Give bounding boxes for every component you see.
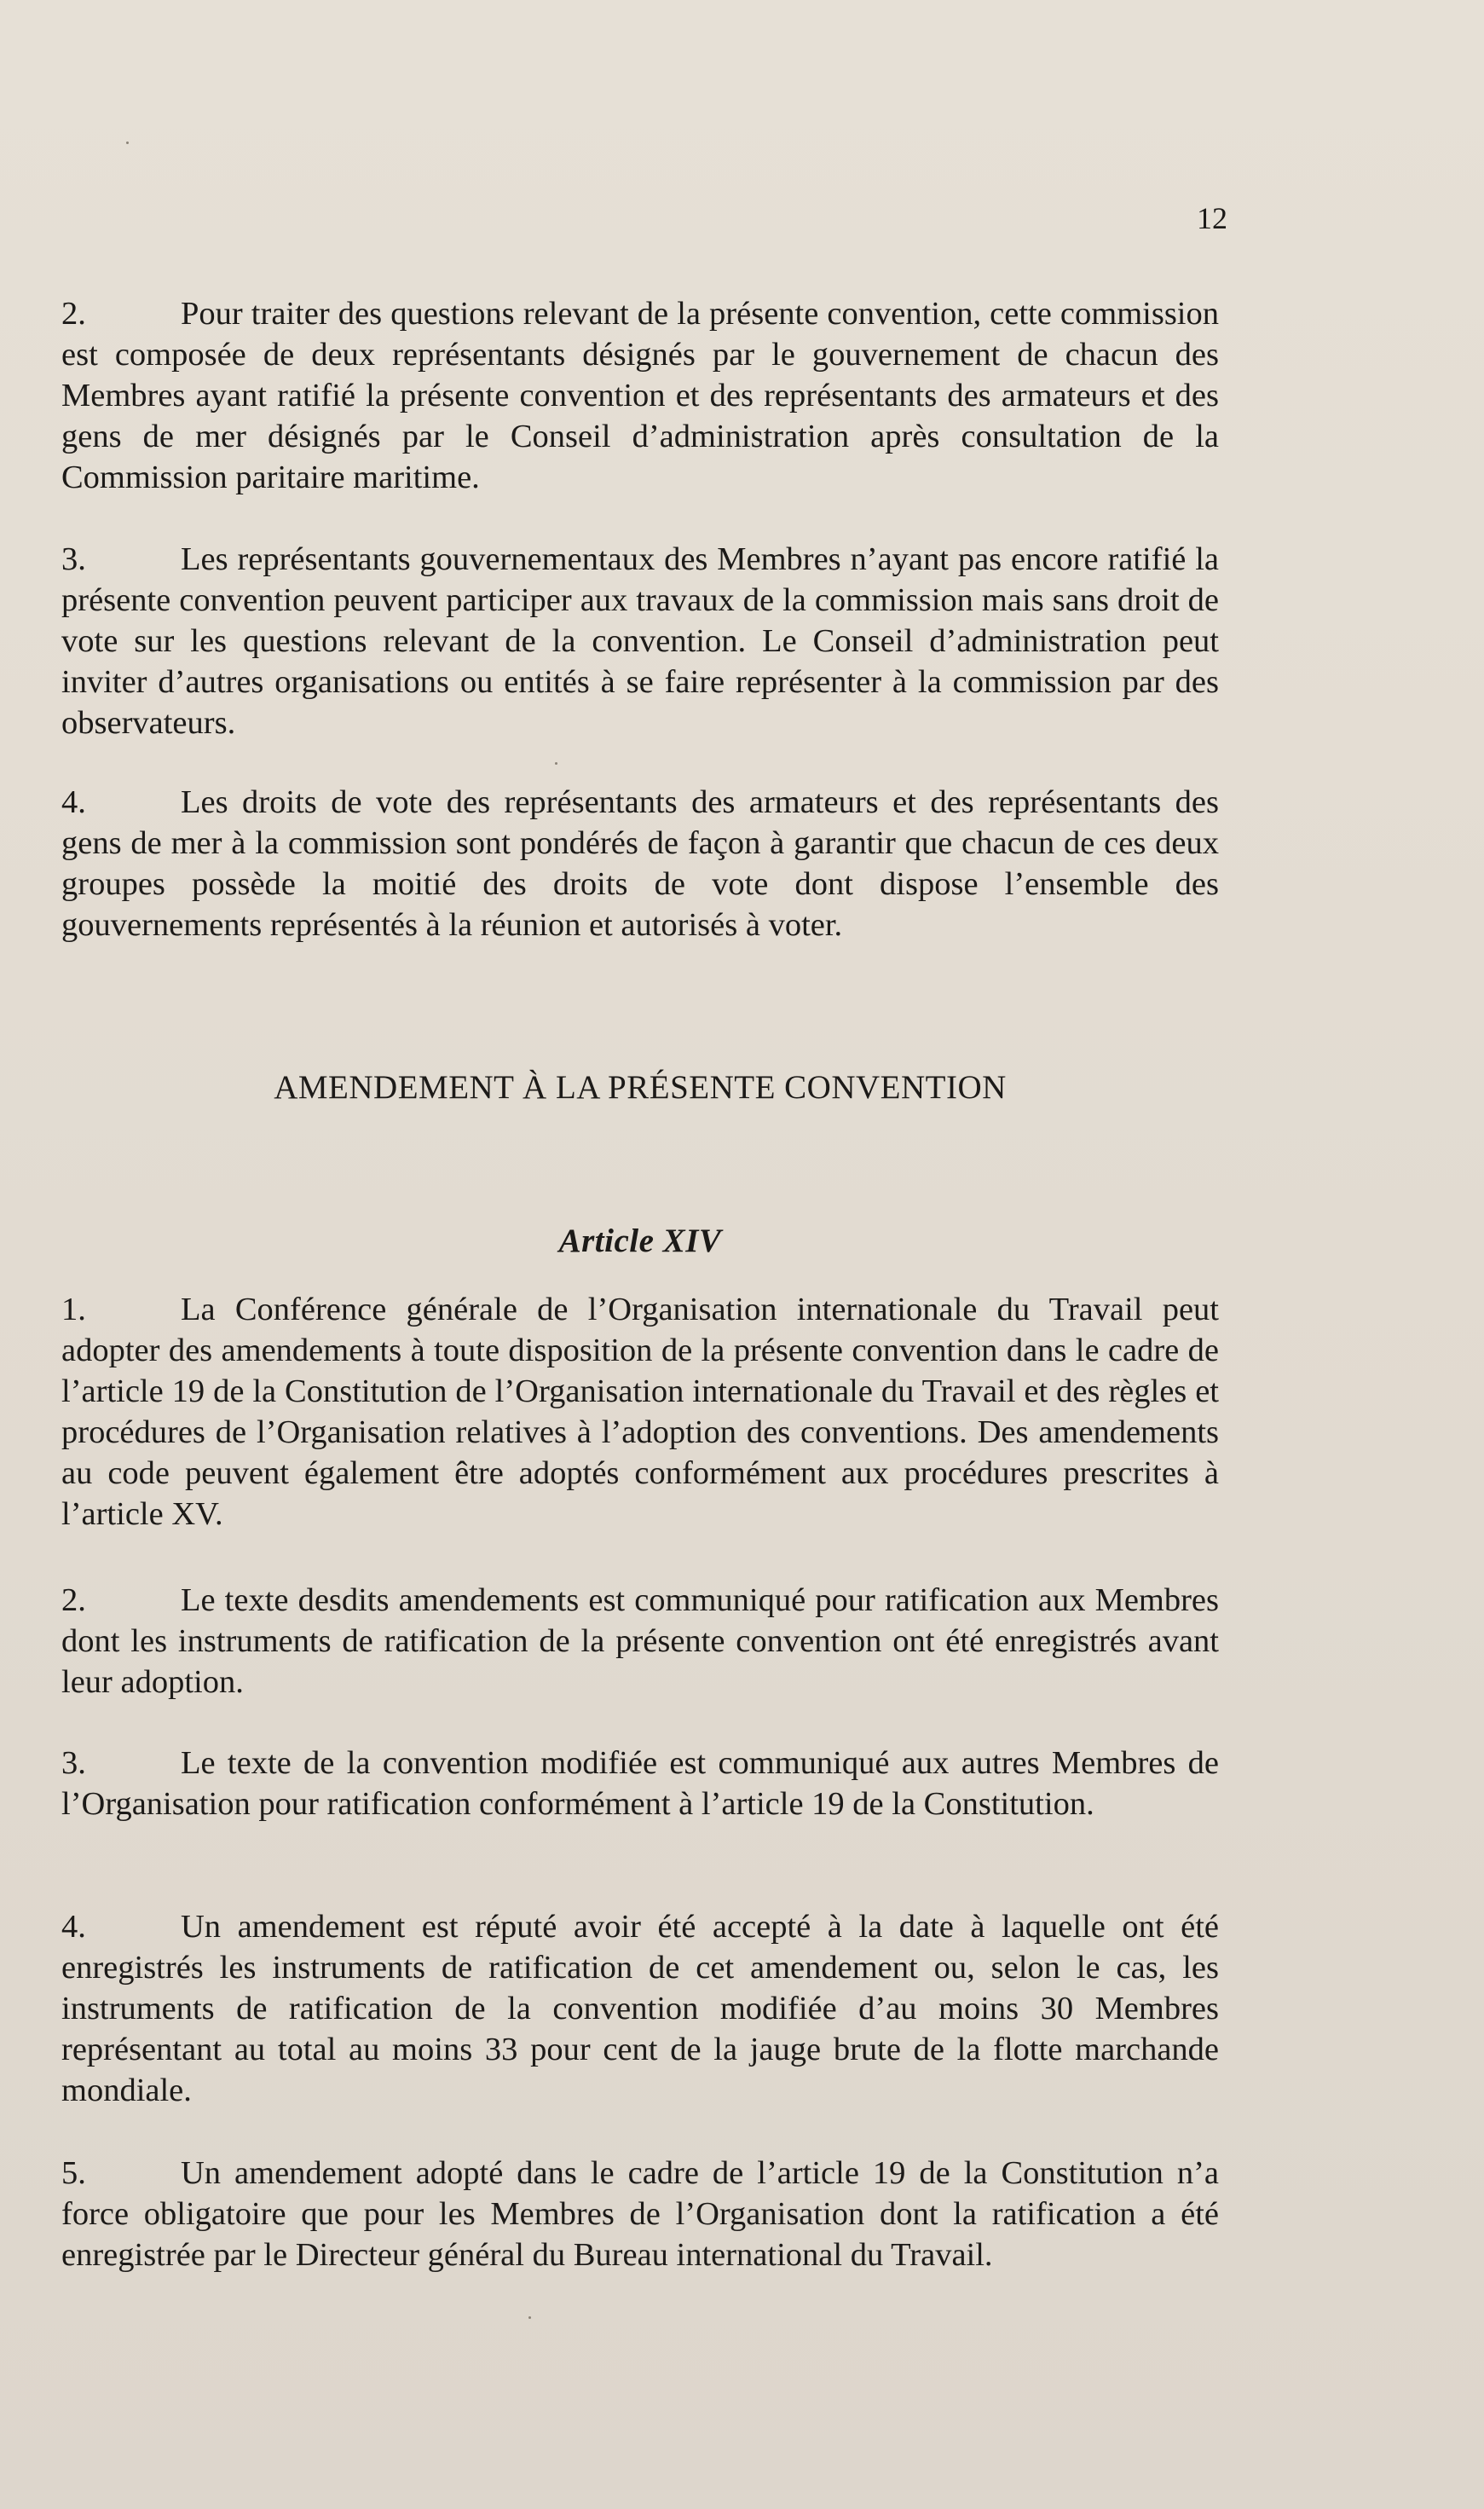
article-paragraph-3 [61,1743,1219,1824]
paragraph-number: 1. [61,1292,86,1327]
paragraph-number: 4. [61,784,86,820]
paragraph-number: 5. [61,2155,86,2191]
paragraph-number: 2. [61,296,86,332]
paragraph-4 [61,782,1219,945]
article-paragraph-1 [61,1289,1219,1535]
paper-speck [126,142,129,144]
article-paragraph-4 [61,1906,1219,2111]
article-heading: Article XIV [558,1223,722,1259]
paragraph-text: Les droits de vote des représentants des armateurs et des représentants des gens de mer à la commission sont pondérés de façon à garantir que chacun de ces deux groupes possède la moitié des droits de vote dont dispose l’ensemble des gouvernements représentés à la réunion et autorisés à voter. [61,784,1219,943]
paragraph-text: Le texte de la convention modifiée est communiqué aux autres Membres de l’Organisation pour ratification conformément à l’article 19 de la Constitution. [61,1745,1219,1822]
article-paragraph-5 [61,2153,1219,2275]
paper-speck [528,2316,531,2319]
paper-speck [555,762,557,765]
paragraph-text: Le texte desdits amendements est communiqué pour ratification aux Membres dont les instruments de ratification de la présente convention ont été enregistrés avant leur adoption. [61,1582,1219,1700]
section-heading: AMENDEMENT À LA PRÉSENTE CONVENTION [274,1069,1007,1106]
paragraph-number: 3. [61,1745,86,1781]
page-number: 12 [1197,201,1227,235]
paragraph-text: Un amendement est réputé avoir été accepté à la date à laquelle ont été enregistrés les instruments de ratification de cet amendement ou, selon le cas, les instruments de ratification de la convention modifiée d’au moins 30 Membres représentant au total au moins 33 pour cent de la jauge brute de la flotte marchande mondiale. [61,1909,1219,2108]
article-paragraph-2 [61,1580,1219,1703]
paragraph-number: 4. [61,1909,86,1945]
paragraph-3 [61,539,1219,743]
paragraph-text: Les représentants gouvernementaux des Membres n’ayant pas encore ratifié la présente convention peuvent participer aux travaux de la commission mais sans droit de vote sur les questions relevant de la convention. Le Conseil d’administration peut inviter d’autres organisations ou entités à se faire représenter à la commission par des observateurs. [61,541,1219,741]
paragraph-number: 3. [61,541,86,577]
paragraph-text: Un amendement adopté dans le cadre de l’article 19 de la Constitution n’a force obligatoire que pour les Membres de l’Organisation dont la ratification a été enregistrée par le Directeur général du Bureau international du Travail. [61,2155,1219,2273]
paragraph-text: La Conférence générale de l’Organisation internationale du Travail peut adopter des amendements à toute disposition de la présente convention dans le cadre de l’article 19 de la Constitution de l’Organisation internationale du Travail et des règles et procédures de l’Organisation relatives à l’adoption des conventions. Des amendements au code peuvent également être adoptés conformément aux procédures prescrites à l’article XV. [61,1292,1219,1532]
paragraph-2 [61,293,1219,498]
paragraph-text: Pour traiter des questions relevant de la présente convention, cette commission est composée de deux représentants désignés par le gouvernement de chacun des Membres ayant ratifié la présente convention et des représentants des armateurs et des gens de mer désignés par le Conseil d’administration après consultation de la Commission paritaire maritime. [61,296,1219,495]
paragraph-number: 2. [61,1582,86,1618]
